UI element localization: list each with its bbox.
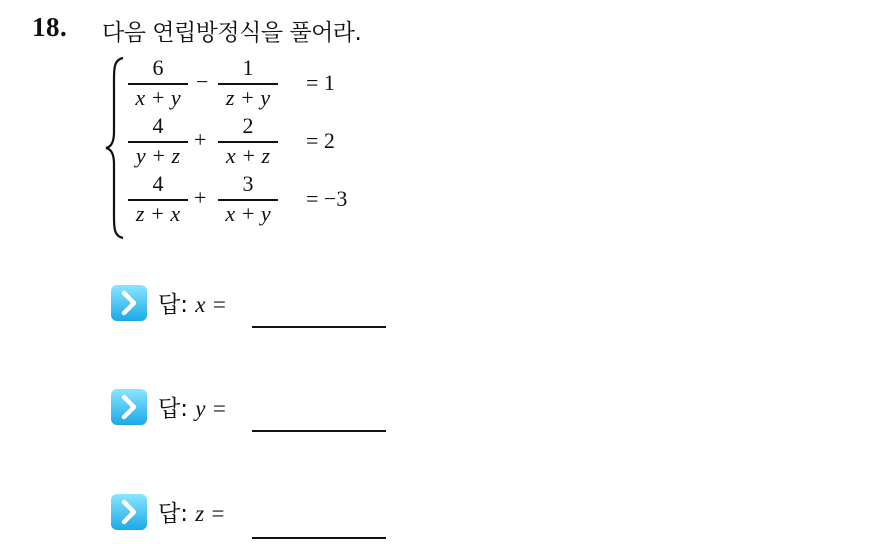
fraction-numerator: 6 xyxy=(152,55,164,80)
answer-equals: = xyxy=(211,501,225,526)
fraction-denominator: z + x xyxy=(135,201,181,226)
equation-rhs: = −3 xyxy=(306,186,348,211)
fraction-denominator: x + z xyxy=(225,143,271,168)
fraction-numerator: 4 xyxy=(152,171,164,196)
question-text: 다음 연립방정식을 풀어라. xyxy=(102,20,362,46)
fraction-denominator: x + y xyxy=(225,201,271,226)
fraction xyxy=(218,52,278,110)
fraction xyxy=(128,110,188,168)
answer-y xyxy=(110,388,410,438)
answer-x xyxy=(110,284,410,334)
equation-rhs: = 2 xyxy=(306,128,335,153)
fraction xyxy=(128,168,188,226)
fraction-denominator: y + z xyxy=(135,143,181,168)
answer-blank-x[interactable] xyxy=(252,326,386,328)
fraction xyxy=(218,110,278,168)
answer-label: 답: xyxy=(158,396,188,422)
equation-rhs: = 1 xyxy=(306,70,335,95)
answer-label: 답: xyxy=(158,501,188,527)
fraction-denominator: z + y xyxy=(225,85,271,110)
answer-equals: = xyxy=(212,396,226,421)
chevron-right-icon xyxy=(110,284,148,322)
answer-blank-z[interactable] xyxy=(252,537,386,539)
operator: − xyxy=(196,69,209,94)
operator: + xyxy=(194,185,207,210)
answer-label-group xyxy=(158,286,226,319)
fraction-numerator: 2 xyxy=(242,113,254,138)
chevron-right-icon xyxy=(110,388,148,426)
answer-variable: z xyxy=(195,501,205,526)
chevron-right-icon xyxy=(110,493,148,531)
answer-z xyxy=(110,493,410,543)
fraction-numerator: 1 xyxy=(242,55,254,80)
answer-label: 답: xyxy=(158,292,188,318)
fraction-numerator: 4 xyxy=(152,113,164,138)
fraction xyxy=(128,52,188,110)
answer-variable: x xyxy=(195,292,206,317)
operator: + xyxy=(194,127,207,152)
answer-label-group xyxy=(158,390,226,423)
fraction-denominator: x + y xyxy=(135,85,181,110)
fraction-numerator: 3 xyxy=(242,171,254,196)
answer-blank-y[interactable] xyxy=(252,430,386,432)
answer-equals: = xyxy=(212,292,226,317)
left-brace-icon xyxy=(104,56,126,240)
answer-variable: y xyxy=(195,396,206,421)
question-number: 18. xyxy=(32,12,68,42)
fraction xyxy=(218,168,278,226)
equation-system xyxy=(100,52,430,242)
answer-label-group xyxy=(158,495,225,528)
